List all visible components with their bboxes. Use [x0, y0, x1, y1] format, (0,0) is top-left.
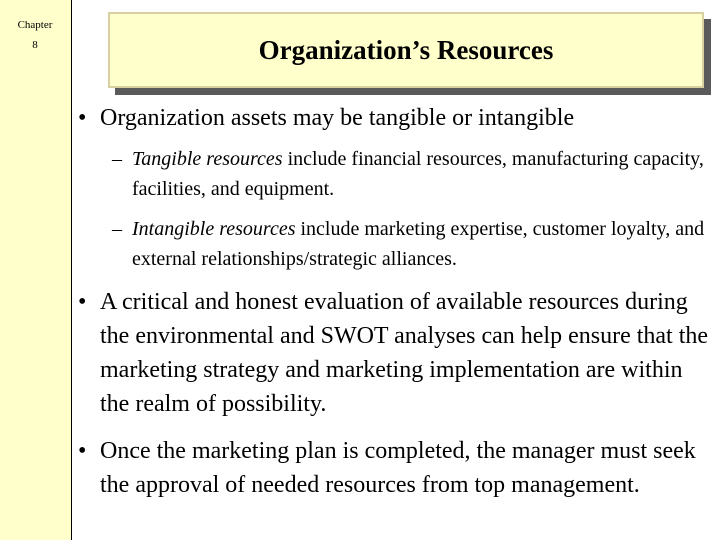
- bullet-text: Once the marketing plan is completed, the manager must seek the approval of needed resources from top management.: [100, 438, 696, 498]
- slide-title: Organization’s Resources: [258, 34, 554, 65]
- sub-bullet-text: [132, 144, 720, 204]
- sub-bullet-marker: –: [112, 218, 122, 240]
- sub-bullet-text: [132, 214, 720, 274]
- bullet-item: [78, 434, 712, 502]
- chapter-number: 8: [32, 39, 38, 51]
- sub-bullet-term: Tangible resources: [132, 148, 283, 170]
- bullet-marker: •: [78, 105, 87, 131]
- chapter-sidebar: [0, 0, 72, 540]
- bullet-marker: •: [78, 289, 87, 315]
- sub-bullet-item: [112, 214, 720, 274]
- sub-bullet-marker: –: [112, 148, 122, 170]
- chapter-label: [0, 15, 70, 55]
- bullet-text: Organization assets may be tangible or intangible: [100, 105, 575, 131]
- bullet-text: A critical and honest evaluation of available resources during the environmental and SWOT analyses can help ensure that the marketing strategy and marketing implementation are within the realm of possibility.: [100, 289, 709, 417]
- chapter-word: Chapter: [17, 19, 53, 31]
- sub-bullet-rest: include marketing expertise, customer loyalty, and external relationships/strategic alliances.: [132, 218, 705, 270]
- bullet-item: [78, 101, 712, 135]
- title-box: [108, 12, 704, 88]
- sub-bullet-term: Intangible resources: [132, 218, 296, 240]
- bullet-item: [78, 285, 712, 421]
- bullet-marker: •: [78, 438, 87, 464]
- sub-bullet-item: [112, 144, 720, 204]
- sub-bullet-rest: include financial resources, manufacturing capacity, facilities, and equipment.: [132, 148, 704, 200]
